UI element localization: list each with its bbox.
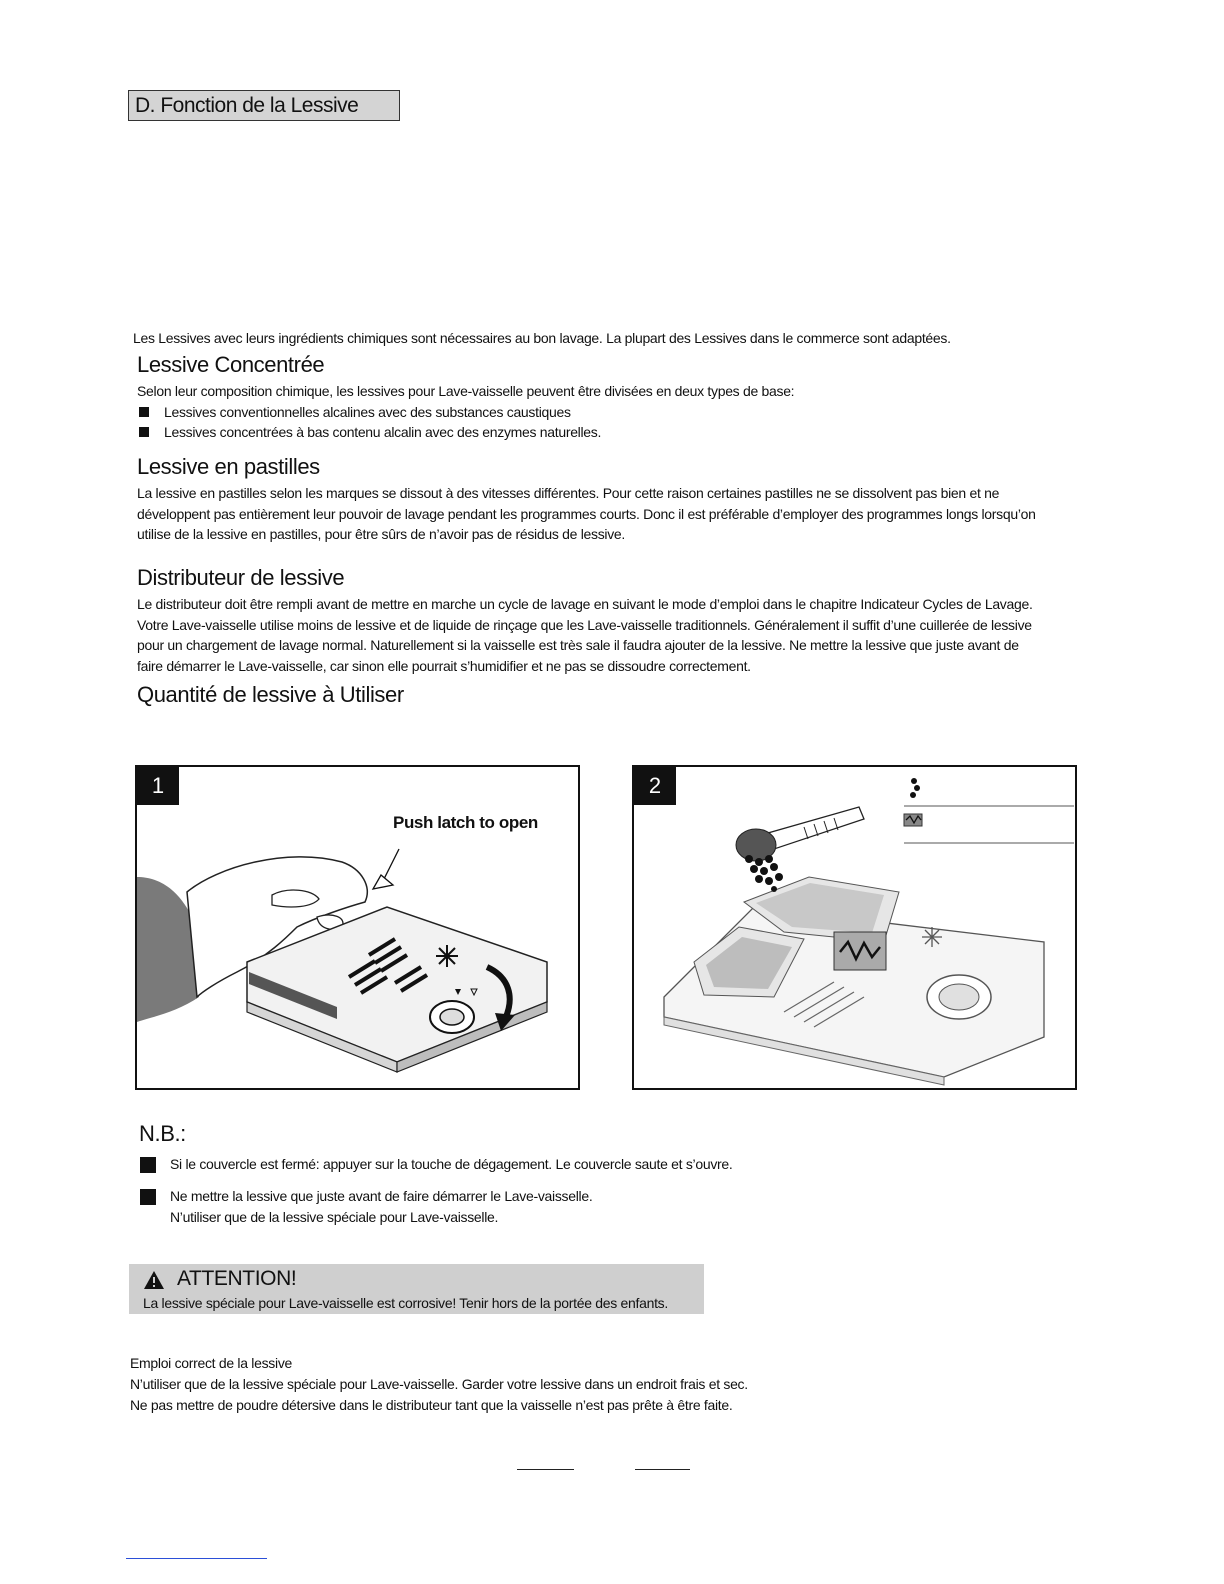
attention-box <box>129 1264 704 1314</box>
bullet-square-icon <box>140 1157 156 1173</box>
figure-1-push-latch <box>135 765 580 1090</box>
bullet-square-icon <box>139 407 149 417</box>
figure-number-1: 1 <box>137 767 179 805</box>
divider <box>635 1469 690 1470</box>
heading-lessive-concentree: Lessive Concentrée <box>137 352 325 377</box>
divider <box>517 1469 574 1470</box>
tablet-legend-icon <box>904 814 922 826</box>
intro-text: Les Lessives avec leurs ingrédients chimiques sont nécessaires au bon lavage. La plupart des Lessives dans le commerce sont adaptées. <box>133 330 951 346</box>
nb-heading: N.B.: <box>139 1121 186 1146</box>
nb-item-2: Ne mettre la lessive que juste avant de faire démarrer le Lave-vaisselle. N’utiliser que de la lessive spéciale pour Lave-vaisselle. <box>140 1186 592 1228</box>
divider <box>126 1558 267 1559</box>
concentree-bullet-list <box>137 402 601 442</box>
nb-item-1: Si le couvercle est fermé: appuyer sur la touche de dégagement. Le couvercle saute et s’ouvre. <box>140 1154 732 1175</box>
figure-2-fill-dispenser <box>632 765 1077 1090</box>
heading-lessive-en-pastilles: Lessive en pastilles <box>137 454 320 479</box>
push-latch-label: Push latch to open <box>393 813 538 832</box>
figure-number-2: 2 <box>634 767 676 805</box>
distributeur-text: Le distributeur doit être rempli avant de mettre en marche un cycle de lavage en suivant le mode d’emploi dans le chapitre Indicateur Cycles de Lavage. Votre Lave-vaisselle utilise moins de lessive et de liquide de rinçage que les Lave-vaisselle traditionnels. Généralement il suffit d’une cuillerée de lessive pour un chargement de lavage normal. Naturellement si la vaisselle est très sale il faudra ajouter de la lessive. Ne mettre la lessive que juste avant de faire démarrer le Lave-vaisselle, car sinon elle pourrait s’humidifier et ne pas se dissoudre correctement. <box>137 596 1033 674</box>
heading-distributeur: Distributeur de lessive <box>137 565 345 590</box>
bullet-square-icon <box>140 1189 156 1205</box>
bullet-square-icon <box>139 427 149 437</box>
attention-title: ATTENTION! <box>177 1267 297 1290</box>
powder-legend-icon <box>910 778 920 798</box>
dispenser-scoop-illustration <box>634 767 1077 1090</box>
section-title: D. Fonction de la Lessive <box>128 90 400 121</box>
warning-icon <box>143 1270 165 1290</box>
pastilles-text: La lessive en pastilles selon les marques se dissout à des vitesses différentes. Pour cette raison certaines pastilles ne se dissolvent pas bien et ne développent pas entièrement leur pouvoir de lavage pendant les programmes courts. Donc il est préférable d’employer des programmes longs lorsqu’on utilise de la lessive en pastilles, pour être sûrs de n’avoir pas de résidus de lessive. <box>137 485 1036 542</box>
heading-quantite: Quantité de lessive à Utiliser <box>137 682 404 707</box>
emploi-heading: Emploi correct de la lessive <box>130 1355 292 1371</box>
emploi-section <box>130 1353 748 1416</box>
list-item: Lessives conventionnelles alcalines avec des substances caustiques <box>137 402 601 422</box>
list-item: Lessives concentrées à bas contenu alcalin avec des enzymes naturelles. <box>137 422 601 442</box>
emploi-line-3: Ne pas mettre de poudre détersive dans le distributeur tant que la vaisselle n’est pas prête à être faite. <box>130 1397 733 1413</box>
concentree-text: Selon leur composition chimique, les lessives pour Lave-vaisselle peuvent être divisées en deux types de base: <box>137 383 795 399</box>
emploi-line-2: N’utiliser que de la lessive spéciale pour Lave-vaisselle. Garder votre lessive dans un endroit frais et sec. <box>130 1376 748 1392</box>
attention-text: La lessive spéciale pour Lave-vaisselle est corrosive! Tenir hors de la portée des enfants. <box>143 1295 668 1311</box>
